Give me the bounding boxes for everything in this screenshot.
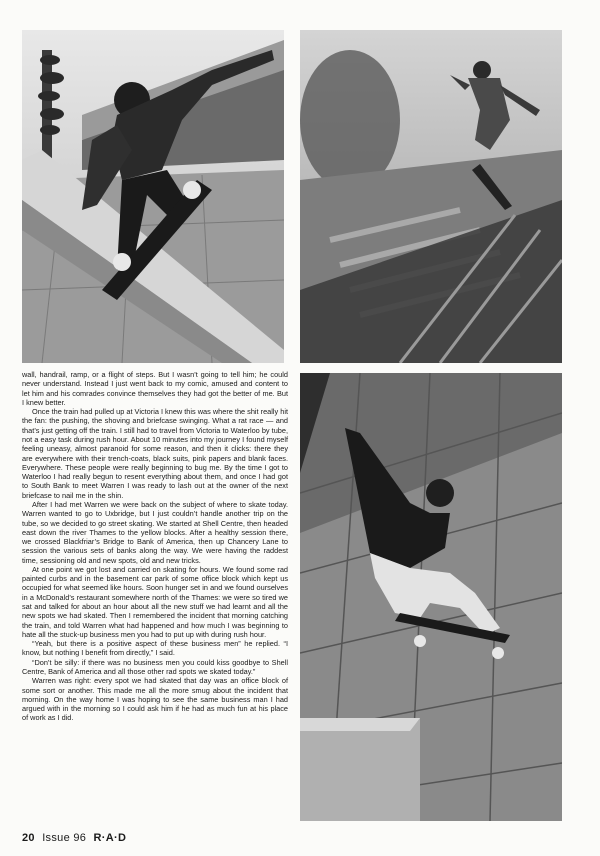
article-paragraph: After I had met Warren we were back on the subject of where to skate today. Warren wanted to go to Uxbridge, but I just couldn’t handle another trip on the tube, so we decided to go street skating. We started at Shell Centre, then headed east down the river Thames to the yellow blocks. After a healthy session there, we crossed Blackfriar’s Bridge to Bank of America, then up Chancery Lane to session the various sets of banks along the way. We were having the raddest time, sessioning old and new spots, old and new tricks. xyxy=(22,499,288,565)
article-paragraph: At one point we got lost and carried on skating for hours. We found some rad painted curbs and in the basement car park of some office block which kept us occupied for what seemed like hours. Soon hunger set in and we found ourselves in a McDonald’s restaurant somewhere north of the Thames: we were so tired we sat and talked for about an hour about all the new stuff we had learnt and all the new spots we had skated. Then I remembered the incident that morning catching the train, and told Warren what had happened and how much I was beginning to hate all the stuck-up business men you had to put up with during rush hour. xyxy=(22,564,288,639)
page-footer xyxy=(22,832,130,844)
page-number: 20 xyxy=(22,832,35,844)
article-paragraph: Warren was right: every spot we had skated that day was an office block of some sort or another. This made me all the more smug about the incident that morning. On the way home I was hoping to see the same business man I had argued with in the morning so I could ask him if he had as much fun at his place of work as I did. xyxy=(22,676,288,723)
article-paragraph: wall, handrail, ramp, or a flight of steps. But I wasn’t going to tell him; he could never understand. Instead I just went back to my comic, amused and content to let him and his comrades convince themselves they had got the better of me. But I knew better. xyxy=(22,370,288,407)
article-body xyxy=(22,370,288,723)
photo-skater-steps xyxy=(300,30,562,363)
magazine-name: R·A·D xyxy=(93,832,127,844)
photo-skater-ledge-grind xyxy=(22,30,284,363)
article-paragraph: “Yeah, but there is a positive aspect of these business men” he replied. “I know, but nothing I benefit from directly,” I said. xyxy=(22,639,288,658)
photo-skater-wallride xyxy=(300,373,562,821)
issue-label: Issue 96 xyxy=(42,832,87,844)
article-paragraph: “Don’t be silly: if there was no business men you could kiss goodbye to Shell Centre, Bank of America and all those other rad spots we skated today.” xyxy=(22,657,288,676)
article-paragraph: Once the train had pulled up at Victoria I knew this was where the shit really hit the fan: the pushing, the shoving and briefcase swinging. What a rat race — and that’s just getting off the train. I still had to travel from Victoria to Waterloo by tube, not a easy task during rush hour. About 10 minutes into my journey I found myself feeling uneasy, almost paranoid for some reason, and then it clicks: there they are everywhere with their trench-coats, black suits, pink papers and blank faces. Everywhere. These people were really beginning to bug me. By the time I got to Waterloo I had really begun to resent everything about them, and once I had got to South Bank to meet Warren I was ready to lash out at the owner of the next briefcase to nail me in the shin. xyxy=(22,407,288,500)
